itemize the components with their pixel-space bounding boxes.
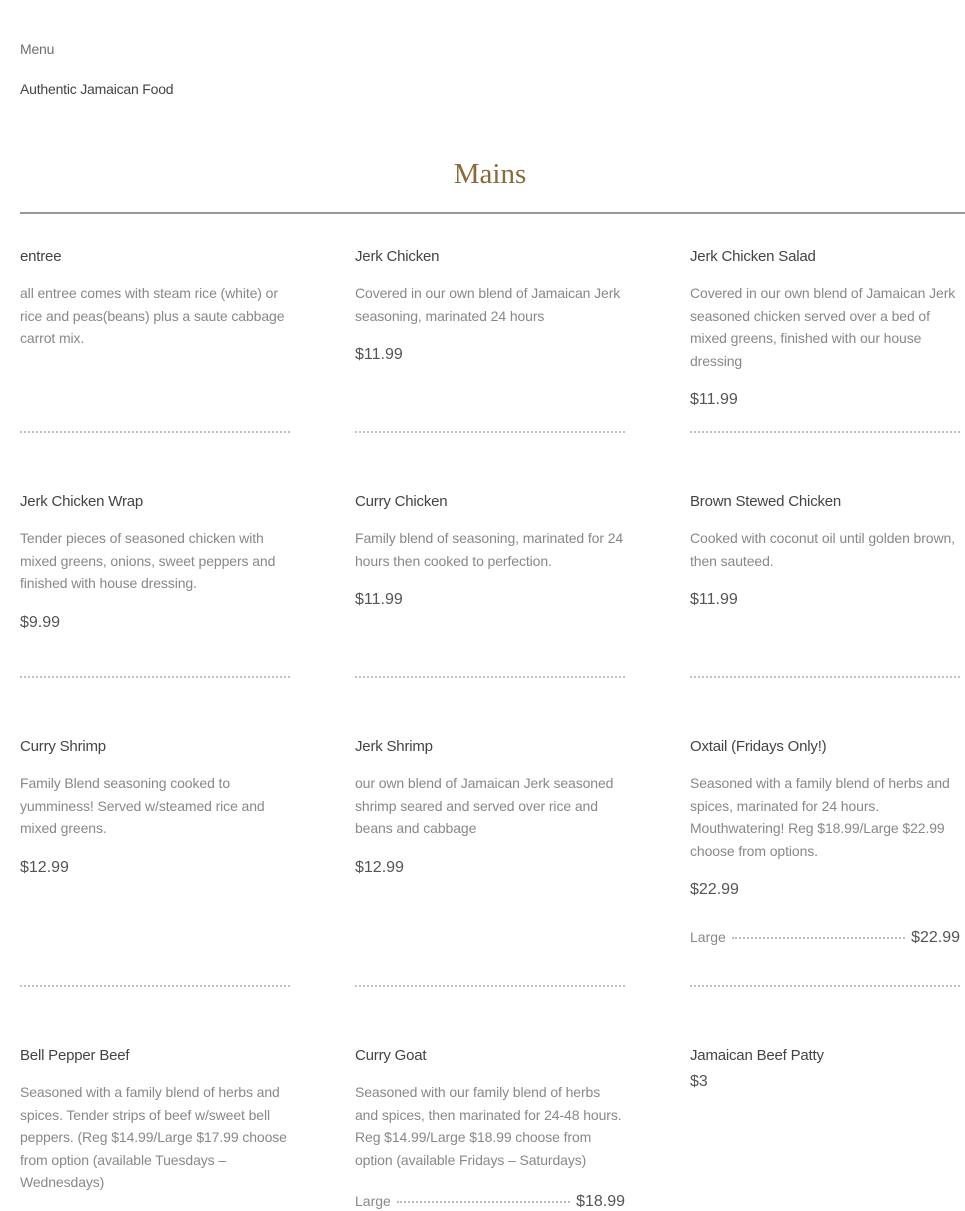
tagline[interactable]: Authentic Jamaican Food xyxy=(20,81,174,97)
item-name: Bell Pepper Beef xyxy=(20,1047,130,1064)
item-description: Family blend of seasoning, marinated for 24 hours then cooked to perfection. xyxy=(355,530,624,569)
menu-item xyxy=(20,1046,290,1194)
item-divider xyxy=(355,985,625,987)
menu-item xyxy=(20,737,290,878)
menu-item xyxy=(355,1046,625,1211)
item-price: $11.99 xyxy=(690,391,738,408)
item-divider xyxy=(355,676,625,678)
item-divider xyxy=(20,431,290,433)
item-name: Jerk Shrimp xyxy=(355,738,433,755)
item-price: $9.99 xyxy=(20,613,61,631)
item-description: Seasoned with our family blend of herbs and spices, then marinated for 24-48 hours. Reg $14.99/Large $18.99 choose from option (available Fridays – Saturdays) xyxy=(355,1084,622,1168)
item-variant-large[interactable] xyxy=(690,929,960,947)
item-description: all entree comes with steam rice (white) or rice and peas(beans) plus a saute cabbage carrot mix. xyxy=(20,285,285,346)
item-price: $3 xyxy=(690,1073,708,1090)
menu-item xyxy=(690,492,960,610)
item-description: Tender pieces of seasoned chicken with mixed greens, onions, sweet peppers and finished with house dressing. xyxy=(20,530,276,591)
variant-label: Large xyxy=(355,1193,391,1209)
item-name: Jerk Chicken Salad xyxy=(690,248,816,265)
section-title: Mains xyxy=(453,158,527,190)
item-variant-large[interactable] xyxy=(355,1193,625,1211)
item-description: Family Blend seasoning cooked to yumminess! Served w/steamed rice and mixed greens. xyxy=(20,775,265,836)
item-price: $12.99 xyxy=(20,858,69,876)
menu-item xyxy=(690,247,960,410)
item-divider xyxy=(690,431,960,433)
item-description: Seasoned with a family blend of herbs and spices. Tender strips of beef w/sweet bell peppers. (Reg $14.99/Large $17.99 choose from option (available Tuesdays – Wednesdays) xyxy=(20,1084,287,1190)
section-divider xyxy=(20,212,965,214)
item-price: $11.99 xyxy=(355,591,403,608)
item-description: Seasoned with a family blend of herbs and spices, marinated for 24 hours. Mouthwatering! Reg $18.99/Large $22.99 choose from options. xyxy=(690,775,950,859)
item-price: $12.99 xyxy=(355,858,404,876)
item-name: Jamaican Beef Patty xyxy=(690,1047,824,1064)
menu-item xyxy=(355,492,625,610)
variant-dots xyxy=(732,937,905,939)
item-description: our own blend of Jamaican Jerk seasoned shrimp seared and served over rice and beans and cabbage xyxy=(355,775,614,836)
menu-item xyxy=(355,737,625,878)
menu-item xyxy=(20,492,290,633)
item-name: Brown Stewed Chicken xyxy=(690,493,842,510)
variant-label: Large xyxy=(690,929,726,945)
menu-item xyxy=(690,1046,960,1092)
item-price: $11.99 xyxy=(690,591,738,608)
item-name: Curry Chicken xyxy=(355,493,448,510)
item-name: Jerk Chicken xyxy=(355,248,440,265)
item-name: Jerk Chicken Wrap xyxy=(20,493,144,510)
menu-item xyxy=(355,247,625,365)
item-divider xyxy=(690,985,960,987)
item-name: Curry Goat xyxy=(355,1047,427,1064)
item-divider xyxy=(355,431,625,433)
item-divider xyxy=(690,676,960,678)
item-description: Covered in our own blend of Jamaican Jerk seasoning, marinated 24 hours xyxy=(355,285,621,324)
menu-item xyxy=(690,737,960,947)
item-price: $11.99 xyxy=(355,346,403,363)
item-divider xyxy=(20,676,290,678)
item-name: Oxtail (Fridays Only!) xyxy=(690,738,827,755)
item-name: Curry Shrimp xyxy=(20,738,106,755)
item-description: Covered in our own blend of Jamaican Jerk seasoned chicken served over a bed of mixed greens, finished with our house dressing xyxy=(690,285,956,369)
item-divider xyxy=(20,985,290,987)
item-description: Cooked with coconut oil until golden brown, then sauteed. xyxy=(690,530,955,569)
item-price: $22.99 xyxy=(690,881,739,898)
variant-dots xyxy=(397,1201,570,1203)
item-name: entree xyxy=(20,248,62,265)
variant-price: $18.99 xyxy=(576,1193,625,1210)
menu-item xyxy=(20,247,290,350)
menu-link[interactable]: Menu xyxy=(20,41,55,57)
variant-price: $22.99 xyxy=(911,929,960,946)
